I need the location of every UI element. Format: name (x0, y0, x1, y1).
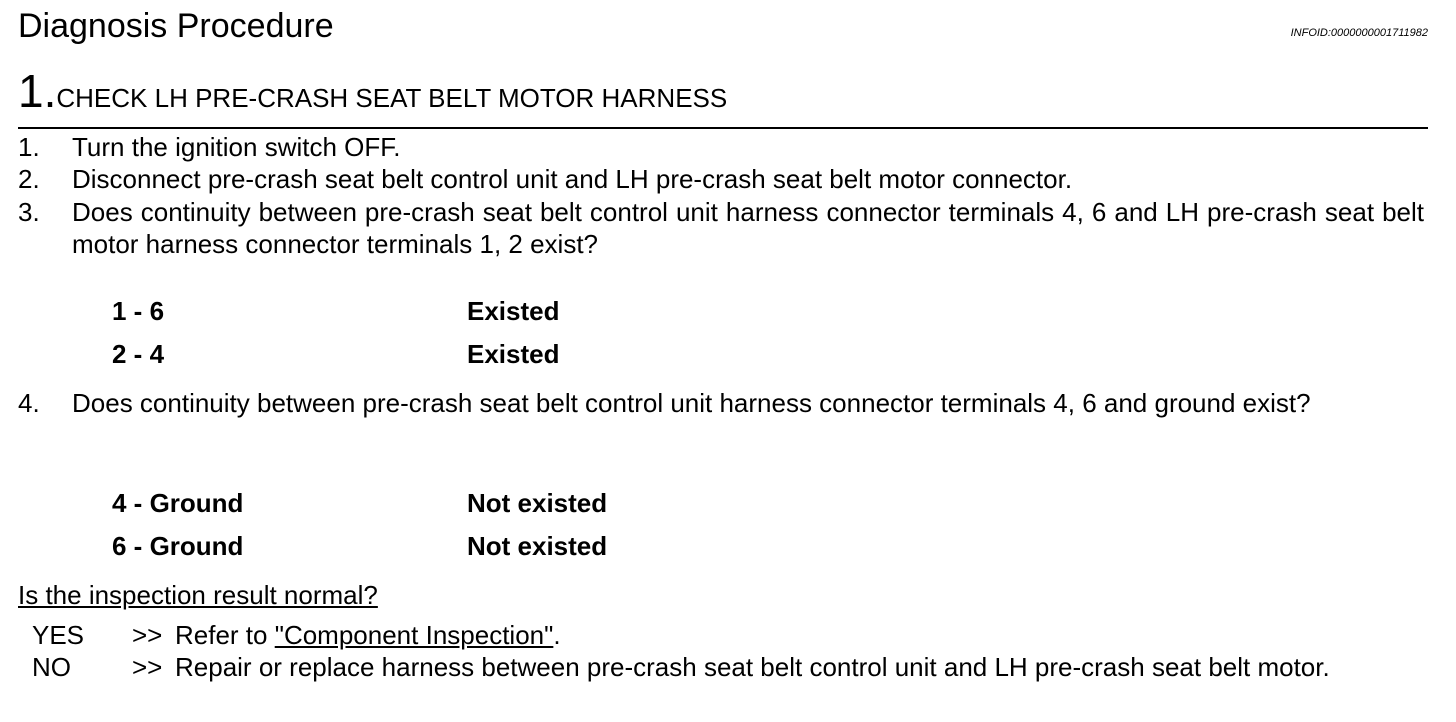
continuity-row (112, 488, 608, 518)
continuity-result: Not existed (467, 531, 608, 561)
answer-no-arrow: >> (132, 652, 163, 682)
instruction-text: Does continuity between pre-crash seat belt control unit harness connector terminals 4, 6 and ground exist? (72, 388, 1311, 418)
component-inspection-link[interactable]: "Component Inspection" (274, 620, 554, 650)
answer-yes-suffix: . (553, 620, 561, 650)
page-title: Diagnosis Procedure (18, 7, 334, 45)
step-heading (18, 66, 727, 116)
info-id: INFOID:0000000001711982 (1290, 27, 1428, 39)
heading-divider (18, 127, 1428, 129)
continuity-result: Not existed (467, 488, 608, 518)
continuity-row (112, 339, 560, 369)
answer-yes-prefix: Refer to (175, 620, 275, 650)
instruction-item (18, 387, 1424, 419)
instruction-item (18, 163, 1424, 195)
inspection-question: Is the inspection result normal? (18, 580, 378, 610)
continuity-terminals: 4 - Ground (112, 488, 244, 518)
answer-yes-text (175, 619, 1424, 651)
answer-yes (32, 619, 1424, 651)
step-title: CHECK LH PRE-CRASH SEAT BELT MOTOR HARNESS (56, 83, 728, 113)
continuity-row (112, 531, 608, 561)
answer-no (32, 651, 1424, 683)
instruction-number: 3. (18, 197, 40, 227)
instruction-number: 4. (18, 388, 40, 418)
instruction-number: 1. (18, 132, 40, 162)
continuity-result: Existed (467, 296, 560, 326)
answer-no-label: NO (32, 652, 71, 682)
continuity-terminals: 1 - 6 (112, 296, 165, 326)
step-number: 1. (18, 65, 57, 117)
answer-no-text: Repair or replace harness between pre-crash seat belt control unit and LH pre-crash seat belt motor. (175, 652, 1330, 682)
instruction-number: 2. (18, 164, 40, 194)
instruction-text: Turn the ignition switch OFF. (72, 132, 401, 162)
instruction-item (18, 196, 1424, 260)
continuity-row (112, 296, 560, 326)
answer-yes-label: YES (32, 620, 85, 650)
instruction-item (18, 131, 1424, 163)
continuity-terminals: 2 - 4 (112, 339, 165, 369)
continuity-terminals: 6 - Ground (112, 531, 244, 561)
answer-yes-arrow: >> (132, 620, 163, 650)
instruction-text: Disconnect pre-crash seat belt control unit and LH pre-crash seat belt motor connector. (72, 164, 1073, 194)
continuity-result: Existed (467, 339, 560, 369)
instruction-text: Does continuity between pre-crash seat belt control unit harness connector terminals 4, 6 and LH pre-crash seat belt motor harness connector terminals 1, 2 exist? (72, 197, 1424, 259)
